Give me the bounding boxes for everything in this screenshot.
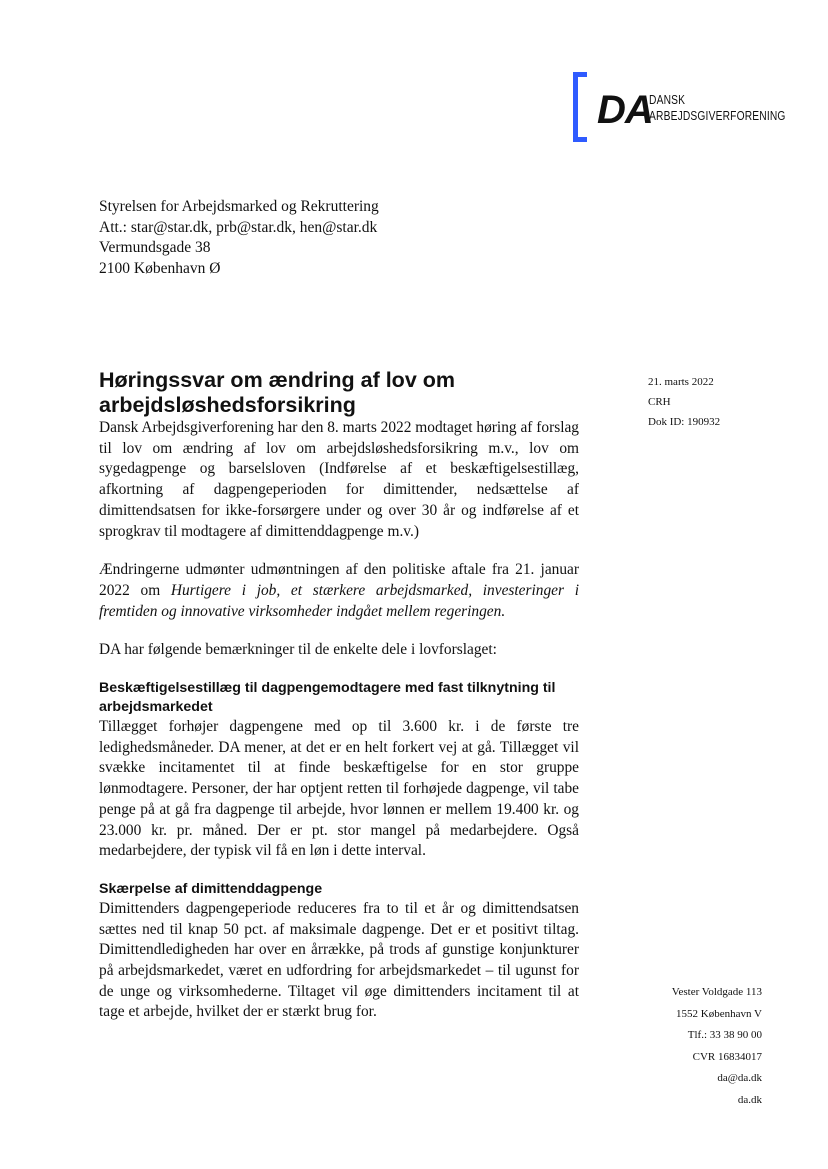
footer-email: da@da.dk <box>717 1072 762 1085</box>
logo-mark: DA <box>597 88 653 132</box>
section-body-tillaeg: Tillægget forhøjer dagpengene med op til 3.600 kr. i de første tre ledighedsmåneder. DA mener, at det er en helt forkert vej at gå. Tillægget vil svække incitamentet til at finde beskæftigelse for en stor gruppe lønmodtagere. Personer, der har optjent retten til forhøjede dagpenge, vil tabe penge på at gå fra dagpenge til arbejde, hvor lønnen er mellem 19.400 kr. og 23.000 kr. pr. måned. Der er pt. stor mangel på medarbejdere. Også medarbejdere, der typisk vil få en løn i dette interval. <box>99 718 579 860</box>
document-id: Dok ID: 190932 <box>648 416 721 428</box>
section-body-dimittend: Dimittenders dagpengeperiode reduceres fra to til et år og dimittendsatsen sættes ned til knap 50 pct. af maksimale dagpenge. Det er et positivt tiltag. Dimittendledigheden har over en årrække, på trods af gunstige konjunkturer på arbejdsmarkedet, været en udfordring for arbejdsmarkedet – til ugunst for de unge og virksomhederne. Tiltaget vil øge dimittenders incitament til at tage et arbejde, hvilket der er stærkt brug for. <box>99 899 579 1021</box>
document-meta <box>648 372 720 432</box>
sender-footer <box>672 982 762 1112</box>
footer-phone: Tlf.: 33 38 90 00 <box>687 1029 762 1042</box>
document-date: 21. marts 2022 <box>648 376 714 388</box>
remarks-paragraph: DA har følgende bemærkninger til de enkelte dele i lovforslaget: <box>99 641 497 659</box>
recipient-line: Styrelsen for Arbejdsmarked og Rekruttering <box>99 198 379 215</box>
agreement-paragraph <box>99 560 579 622</box>
section-heading-dimittend: Skærpelse af dimittenddagpenge <box>99 880 323 897</box>
recipient-line: Att.: star@star.dk, prb@star.dk, hen@star.dk <box>99 218 378 236</box>
da-logo <box>573 72 786 142</box>
logo-name-line2: ARBEJDSGIVERFORENING <box>649 109 786 123</box>
logo-name <box>649 92 786 124</box>
letter-body <box>99 368 579 1023</box>
footer-city: 1552 København V <box>676 1007 762 1020</box>
recipient-address <box>99 197 379 279</box>
intro-paragraph: Dansk Arbejdsgiverforening har den 8. marts 2022 modtaget høring af forslag til lov om ændring af lov om arbejdsløshedsforsikring m.v., lov om sygedagpenge og barselsloven (Indførelse af et beskæftigelsestillæg, afkortning af dagpengeperioden for dimittender, nedsættelse af dimittendsatsen for ikke-forsørgere under og over 30 år og indførelse af et sprogkrav til modtagere af dimittenddagpenge m.v.) <box>99 419 579 540</box>
footer-street: Vester Voldgade 113 <box>671 986 762 998</box>
recipient-line: 2100 København Ø <box>99 259 221 277</box>
agreement-text: Ændringerne udmønter udmøntningen af den politiske aftale fra 21. januar 2022 om <box>99 561 579 599</box>
agreement-title: Hurtigere i job, et stærkere arbejdsmarked, investeringer i fremtiden og innovative virksomheder indgået mellem regeringen. <box>99 581 579 620</box>
section-heading-tillaeg: Beskæftigelsestillæg til dagpengemodtagere med fast tilknytning til arbejdsmarkedet <box>99 680 556 716</box>
letter-title: Høringssvar om ændring af lov om arbejdsløshedsforsikring <box>99 368 455 417</box>
logo-bracket <box>573 72 587 142</box>
document-initials: CRH <box>648 396 671 408</box>
footer-cvr: CVR 16834017 <box>692 1050 762 1063</box>
recipient-line: Vermundsgade 38 <box>99 239 211 256</box>
footer-web: da.dk <box>737 1093 762 1106</box>
logo-name-line1: DANSK <box>649 93 686 107</box>
